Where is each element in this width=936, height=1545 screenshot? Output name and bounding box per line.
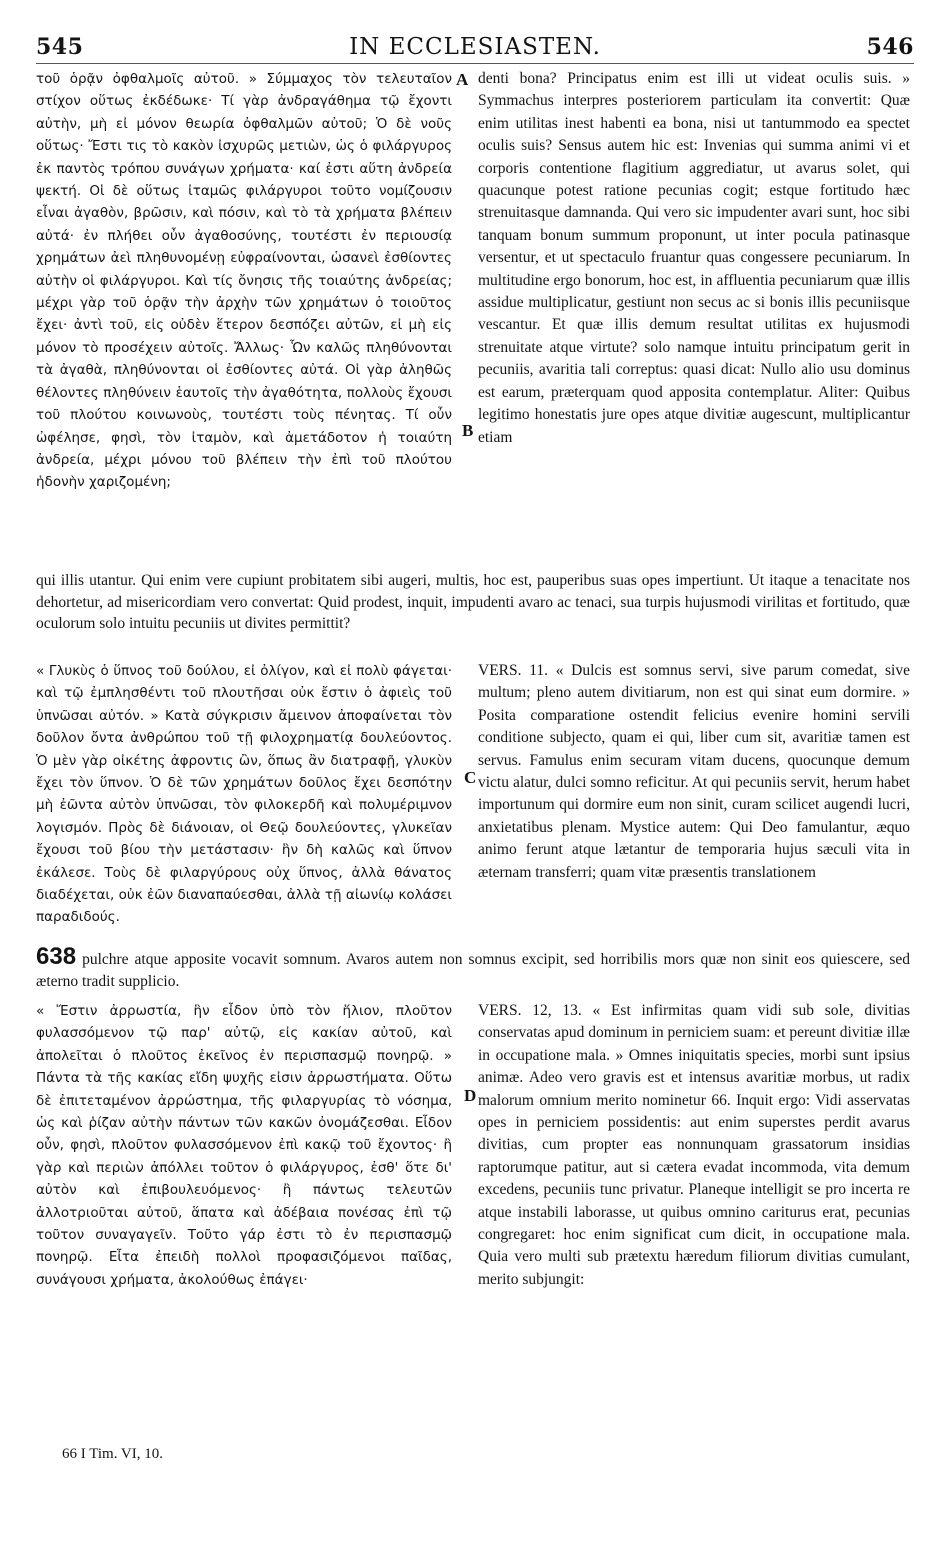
greek-column-2 — [36, 660, 452, 929]
page-number-left: 545 — [36, 34, 84, 60]
full-width-paragraph-2-text: pulchre atque apposite vocavit somnum. Avaros autem non somnus excipit, sed horribilis mors quæ non sinit eos quiescere, sed æterno tradit supplicio. — [36, 951, 911, 990]
greek-text-3: « Ἔστιν ἀρρωστία, ἣν εἶδον ὑπὸ τὸν ἥλιον, πλοῦτον φυλασσόμενον τῷ παρ' αὐτῷ, εἰς κακίαν αὐτοῦ, καὶ ἀπολεῖται ὁ πλοῦτος ἐκεῖνος ἐν περισπασμῷ πονηρῷ. » Πάντα τὰ τῆς κακίας εἴδη ψυχῆς εἰσιν ἀρρωστήματα. Οὕτω δὲ ἐπιτεταμένον ἀρρώστημα, τῆς φιλαργυρίας τὸ νόσημα, ὡς καὶ ῥίζαν αὐτὴν πάντων τῶν κακῶν ὀνομάζεσθαι. Εἶδον οὖν, φησὶ, πλοῦτον φυλασσόμενον ἐπὶ κακῷ τοῦ ἔχοντος· ἢ γὰρ καὶ περιὼν ἀπόλλει τοῦτον ὁ φιλάργυρος, ἐσθ' ὅτε δι' αὐτὸν καὶ ἐπιβουλευόμενος· ἢ πάντως τελευτῶν ἀλλοτριοῦται αὐτοῦ, ἅπατα καὶ ἀδέβαια πονέσας ἐπὶ τῷ τοῦτον συναγαγεῖν. Τοῦτο γάρ ἐστι τὸ ἐν περισπασμῷ πονηρῷ. Εἶτα ἐπειδὴ πολλοὶ προφασιζόμενοι παῖδας, συνάγουσι χρήματα, ἀκολούθως ἐπάγει· — [36, 1003, 452, 1288]
greek-text-2: « Γλυκὺς ὁ ὕπνος τοῦ δούλου, εἰ ὀλίγον, καὶ εἰ πολὺ φάγεται· καὶ τῷ ἐμπλησθέντι τοῦ πλουτῆσαι οὐκ ἔστιν ὁ ἀφιεὶς τοῦ ὑπνῶσαι αὐτόν. » Κατὰ σύγκρισιν ἄμεινον ἀποφαίνεται τὸν δοῦλον ὄντα ἀνθρώπου τοῦ τῇ φιλοχρηματίᾳ δουλεύοντος. Ὁ μὲν γὰρ οἰκέτης ἀφροντις ὢν, ὅπως ἂν διατραφῇ, γλυκὺν ἔχει τὸν ὕπνον. Ὁ δὲ τῶν χρημάτων δοῦλος ἔχει δεσπότην μὴ ἐῶντα αὐτὸν ὑπνῶσαι, τὸν φιλοκερδῆ καὶ πολυμέριμνον λογισμόν. Πρὸς δὲ διάνοιαν, οἱ Θεῷ δουλεύοντες, γλυκεῖαν ἔχουσι τοῦ βίου τὴν μετάστασιν· ἣν δὴ καλῶς καὶ ὕπνον ἐκάλεσε. Τοὺς δὲ φιλαργύρους οὐχ ὕπνος, ἀλλὰ θάνατος διαδέχεται, οὐκ ἐῶν διαναπαύεσθαι, ἀλλὰ τῇ αἰωνίῳ κολάσει παραδιδούς. — [36, 663, 452, 926]
section-marker-b: B — [462, 421, 474, 440]
latin-column-3 — [478, 1000, 910, 1291]
running-title: IN ECCLESIASTEN. — [349, 34, 601, 60]
latin-column-1 — [478, 68, 910, 449]
latin-text-2: VERS. 11. « Dulcis est somnus servi, sive parum comedat, sive multum; pleno autem divitiarum, non est qui sinat eum dormire. » Posita comparatione ostendit felicius evenire homini servili conditione subjecto, quam ei qui, liber cum sit, avaritiæ tamen est servus. Famulus enim securam vitam ducens, quocunque demum victu alatur, dulci somno reficitur. At qui pecuniis servit, herum habet importunum qui dormire eum non sinit, curam scilicet augendi lucri, anxietatibus plenam. Mystice autem: Qui Deo famulantur, æquo animo ferunt atque lætantur de temporaria hujus sæculi vita in æternam transferri; quam vitæ præsentis translationem — [478, 662, 910, 881]
header-rule — [36, 63, 914, 64]
full-width-paragraph-2 — [36, 943, 911, 992]
full-width-text-1 — [36, 570, 910, 635]
page-number-right: 546 — [866, 34, 914, 60]
section-marker-d: D — [464, 1086, 477, 1105]
full-width-text-2 — [36, 943, 911, 992]
latin-column-2 — [478, 660, 910, 884]
greek-text-1: τοῦ ὁρᾷν ὀφθαλμοῖς αὐτοῦ. » Σύμμαχος τὸν τελευταῖον στίχον οὕτως ἐκδέδωκε· Τί γὰρ ἀνδραγάθημα τῷ ἔχοντι αὐτὴν, μὴ εἰ μόνον θεωρία ὀφθαλμῶν αὐτοῦ; Ὁ δὲ νοῦς οὕτως· Ἔστι τις τὸ κακὸν ἰσχυρῶς μετιὼν, ὡς ὁ φιλάργυρος ἐκ παντὸς τρόπου συνάγων χρήματα· καί ἐστι αὕτη ἀνδρεία ψεκτή. Οἱ δὲ οὕτως ἰταμῶς φιλάργυροι τοῦτο νομίζουσιν εἶναι ἀγαθὸν, βρῶσιν, καὶ πόσιν, καὶ τὸ τὰ χρήματα βλέπειν αὐτά· ἐν πλήθει οὖν ἀγαθοσύνης, τουτέστι ἐν περιουσίᾳ χρημάτων ἀεὶ πληθυνομένῃ εὐφραίνονται, ὡσανεὶ ἐσθίοντες αὐτὴν οἱ φιλάργυροι. Καὶ τίς ὄνησις τῆς τοιαύτης ἀνδρείας; μέχρι γὰρ τοῦ ὁρᾷν τὴν ἀρχὴν τῶν χρημάτων ὁ τοιοῦτος ἔχει· ἀντὶ τοῦ, εἰς οὐδὲν ἕτερον δεσπόζει αὐτῶν, εἰ μὴ εἰς μόνον τὸ προσέχειν αὐτοῖς. Ἄλλως· Ὧν καλῶς πληθύνονται τὰ ἀγαθὰ, πληθύνονται οἱ ἐσθίοντες αὐτά. Οἱ γὰρ ἀληθῶς θέλοντες πληθύνειν ἑαυτοῖς τὴν ἀγαθότητα, πολλοὺς ἔχουσι τοῦ πλούτου κοινωνοὺς, τουτέστι τοὺς πένητας. Τί οὖν ὠφέλησε, φησὶ, τὸν ἰταμὸν, καὶ ἀμετάδοτον ἡ τοιαύτη ἀνδρεία, μέχρι μόνου τοῦ βλέπειν τὴν ἐπὶ τοῦ πλούτου ἡδονὴν χαριζομένη; — [36, 71, 452, 491]
greek-column-1 — [36, 68, 452, 494]
column-number: 638 — [36, 943, 77, 970]
greek-column-3 — [36, 1000, 452, 1291]
latin-text-3: VERS. 12, 13. « Est infirmitas quam vidi sub sole, divitias conservatas apud dominum in perniciem suam: et pereunt divitiæ illæ in occupatione mala. » Omnes iniquitatis species, morbi sunt ipsius animæ. Adeo vero gravis est et intensus avaritiæ morbus, ut radix malorum omnium merito nominetur 66. Inquit ergo: Vidi asservatas opes in perniciem possidentis: aut enim superstes perdit avarus divitias, cum propter eas nonnunquam grassatorum insidias raptorumque patitur, aut si cætera evadat incommoda, vita demum excedens, pecuniis tunc privatur. Planeque intelligit se pro incerta re atque instabili laborasse, ut quibus omnino cariturus erat, pecunias congregaret: hoc enim significat cum dicit, in occupatione mala. Quia vero multi sub prætextu hæredum filiorum divitias cumulant, merito subjungit: — [478, 1002, 910, 1288]
page-header — [36, 34, 914, 64]
section-marker-a: A — [456, 70, 469, 89]
latin-text-1: denti bona? Principatus enim est illi ut videat oculis suis. » Symmachus interpres posteriorem particulam ita convertit: Quæ enim utilitas inest habenti ea bona, nisi ut tantummodo ea spectet oculis suis? Sensus autem hic est: Invenias qui summa animi vi et corporis contentione flagitium aggrediatur, ut avarus solet, qui quacunque potest ratione pecunias cogit; estque fortitudo hæc strenuitasque damnanda. Qui vero sic impudenter avari sunt, hoc sibi tanquam bonum summum proponunt, ut inter pocula patinasque versentur, et ut spectaculo fruantur quas congessere pecuniarum. In multitudine ergo bonorum, hoc est, in affluentia pecuniarum quæ illis assidue multiplicatur, gestiunt non secus ac si bonis illis pecuniisque vescantur. Et quæ illis demum resultat utilitas ex hujusmodi strenuitate atque virtute? solo namque intuitu principatum gerit in pecuniis, avaritia tali correptus: quasi dicat: Nullo alio usu dominus est earum, præterquam quod apposita contemplatur. Aliter: Quibus legitimo honestatis jure opes atque divitiæ augescunt, multiplicantur etiam — [478, 70, 910, 446]
section-marker-c: C — [464, 768, 477, 787]
full-width-paragraph-1: qui illis utantur. Qui enim vere cupiunt probitatem sibi augeri, multis, hoc est, pauperibus suas opes impertiunt. Ut itaque a tenacitate nos dehortetur, ad misericordiam vero convertat: Quid prodest, inquit, impudenti avaro ac tenaci, sua turpis hujusmodi virilitas et fortitudo, quæ oculorum solo intuitu pecuniis ut divites permittit? — [36, 572, 910, 632]
footnote: 66 I Tim. VI, 10. — [62, 1446, 164, 1462]
